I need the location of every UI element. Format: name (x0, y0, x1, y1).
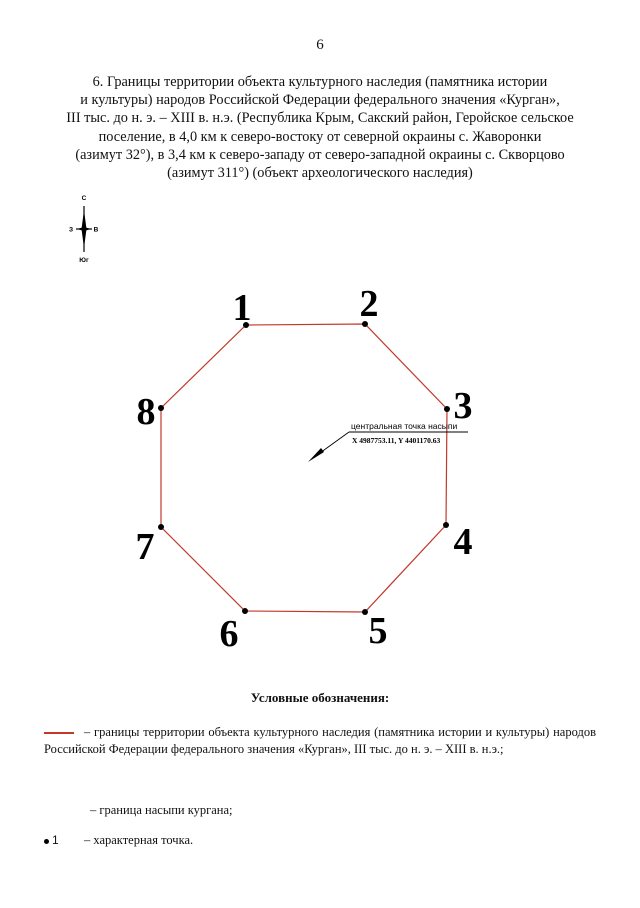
center-point-callout (308, 421, 468, 462)
legend-mound-text: – граница насыпи кургана; (90, 803, 233, 817)
center-point-coords: X 4987753.11, Y 4401170.63 (352, 436, 441, 445)
point-4-label: 4 (453, 521, 473, 563)
boundary-line-swatch (44, 732, 74, 734)
legend-point-item (44, 833, 193, 848)
center-point-label: центральная точка насыпи (351, 421, 458, 431)
boundary-map (0, 180, 640, 680)
compass-west-label: З (68, 226, 74, 234)
title-line: 6. Границы территории объекта культурного наследия (памятника истории (92, 74, 548, 90)
legend-point-text: – характерная точка. (84, 833, 194, 847)
compass-north-label: С (81, 195, 87, 202)
point-7-marker (158, 524, 164, 530)
compass-south-label: Юг (79, 257, 89, 264)
point-5-marker (362, 609, 368, 615)
point-8-label: 8 (136, 391, 156, 433)
compass-rose-icon (69, 195, 99, 264)
arrow-icon (308, 448, 324, 462)
compass-east-label: В (93, 226, 99, 234)
legend-heading: Условные обозначения: (250, 690, 390, 705)
page-title (40, 73, 600, 182)
legend-boundary-text: – границы территории объекта культурного наследия (памятника истории и культуры) народов Российской Федерации федерального значения «Курган», III тыс. до н. э. – XIII в. н.э.; (44, 725, 596, 756)
title-line: (азимут 32°), в 3,4 км к северо-западу от северо-западной окраины с. Скворцово (75, 146, 565, 163)
point-7-label: 7 (135, 526, 155, 568)
legend-point-sample: 1 (52, 833, 59, 847)
point-3-marker (444, 406, 450, 412)
point-1-label: 1 (232, 287, 252, 329)
title-line: III тыс. до н. э. – XIII в. н.э. (Республика Крым, Сакский район, Геройское сельское (66, 110, 574, 127)
point-6-label: 6 (219, 613, 239, 655)
point-3-label: 3 (453, 385, 473, 427)
title-line: (азимут 311°) (объект археологического наследия) (167, 165, 473, 182)
point-2-label: 2 (359, 283, 379, 325)
title-line: и культуры) народов Российской Федерации федерального значения «Курган», (80, 92, 560, 109)
legend-mound-item (90, 803, 233, 818)
point-8-marker (158, 405, 164, 411)
boundary-points (158, 321, 450, 615)
legend-boundary-item (44, 724, 596, 758)
page-number: 6 (316, 37, 324, 53)
point-dot-icon (44, 839, 49, 844)
boundary-polygon (161, 324, 447, 612)
point-6-marker (242, 608, 248, 614)
point-5-label: 5 (368, 610, 388, 652)
point-4-marker (443, 522, 449, 528)
title-line: поселение, в 4,0 км к северо-востоку от северной окраины с. Жаворонки (98, 128, 542, 145)
